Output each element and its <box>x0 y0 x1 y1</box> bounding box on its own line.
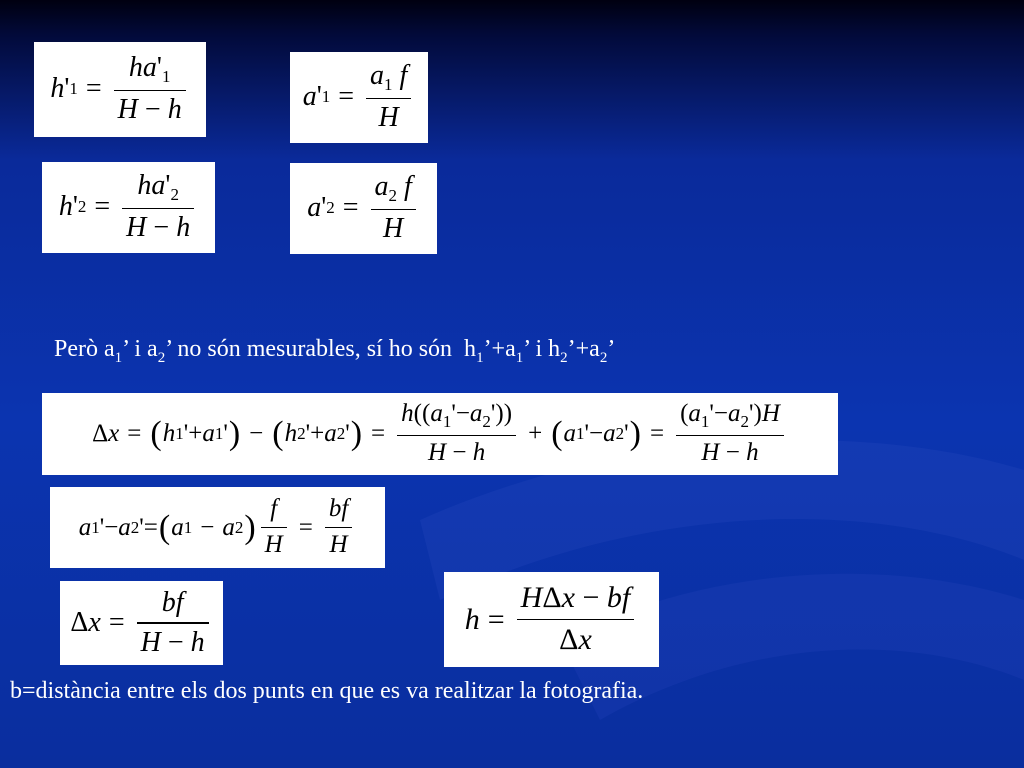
equation-a1-prime: a ' 1 = $\frac{a_1 f}{H}$ <box>290 52 428 143</box>
equation-a2-prime: a ' 2 = $\frac{a_2 f}{H}$ <box>290 163 437 254</box>
equation-h2-prime: h ' 2 = $\frac{ha'_2}{H - h}$ <box>42 162 215 253</box>
equation-h-result: h = $\frac{\text{HΔx − bf}}{\Delta x}$ <box>444 572 659 667</box>
equation-a-difference: a 1 '− a 2 '= ( a 1 − a 2 ) $\frac{f}{H}$ = $\frac{bf}{H}$ <box>50 487 385 568</box>
equation-delta-x: Δ x = $\frac{bf}{H - h}$ <box>60 581 223 665</box>
definition-text: b=distància entre els dos punts en que es va realitzar la fotografia. <box>10 678 644 704</box>
equation-delta-x-expansion: Δ x = ( h 1 '+ a 1 ' ) − ( h 2 '+ a 2 ' ) = $\frac{h((a_1'-a_2'))}{H - h}$ + ( a 1 '− a 2 ' ) = $\frac{(a_1'-a_2')H}{H - h}$ <box>42 393 838 475</box>
note-text: Però $a_1$’ i $a_2$’ no són mesurables, sí ho són $h_1’+a_1$’ i $h_2’+a_2$’ <box>54 336 616 366</box>
equation-h1-prime: h ' 1 = $\frac{ha'_1}{H - h}$ <box>34 42 206 137</box>
